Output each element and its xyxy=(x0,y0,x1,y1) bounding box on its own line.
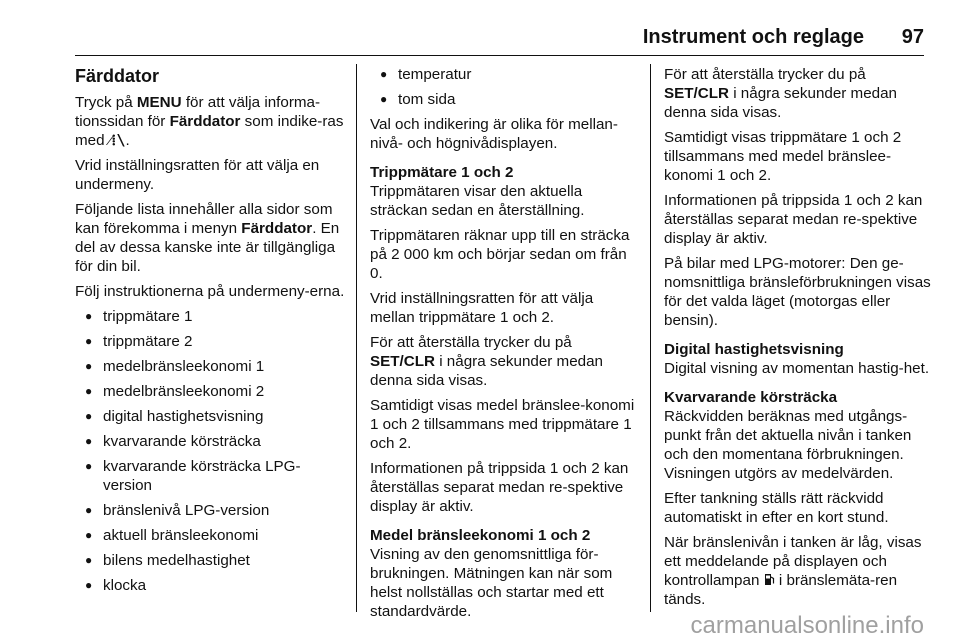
fuel-pump-icon xyxy=(764,572,775,589)
text: i några sekunder medan denna sida visas. xyxy=(370,353,603,389)
text: . En del av dessa kanske inte är tillgängliga för din bil. xyxy=(75,220,340,275)
trip-computer-icon: ⁄⁞\ xyxy=(108,131,126,149)
trip-computer-label: Färddator xyxy=(241,220,313,237)
paragraph: Val och indikering är olika för mellan-nivå- och högnivådisplayen. xyxy=(370,116,618,152)
page-title: Instrument och reglage xyxy=(642,26,864,48)
paragraph: Visning av den genomsnittliga för-brukningen. Mätningen kan när som helst nollställas och startar med ett standardvärde. xyxy=(370,546,613,620)
column-2 xyxy=(370,65,638,627)
paragraph: Vrid inställningsratten för att välja mellan trippmätare 1 och 2. xyxy=(370,290,594,326)
header-rule xyxy=(75,55,924,56)
paragraph xyxy=(75,93,345,150)
subheading: Medel bränsleekonomi 1 och 2 xyxy=(370,527,591,544)
text: som indike-ras med xyxy=(75,113,344,149)
paragraph xyxy=(370,333,638,390)
paragraph: Efter tankning ställs rätt räckvidd automatiskt in efter en kort stund. xyxy=(664,490,889,526)
paragraph: Räckvidden beräknas med utgångs-punkt från det aktuella nivån i tanken och den momentana förbrukningen. Visningen utgörs av medelvärden. xyxy=(664,408,912,482)
list-item: ● bränslenivå LPG-version xyxy=(75,501,345,520)
menu-button-label: MENU xyxy=(136,94,182,111)
paragraph: Trippmätaren räknar upp till en sträcka på 2 000 km och börjar sedan om från 0. xyxy=(370,227,630,282)
paragraph: Följ instruktionerna på undermeny-erna. xyxy=(75,283,345,300)
page-header xyxy=(0,0,960,60)
page-number: 97 xyxy=(901,26,924,48)
paragraph: Trippmätaren visar den aktuella sträckan sedan en återställning. xyxy=(370,183,585,219)
text: Tryck på xyxy=(75,94,137,111)
list-item: ● medelbränsleekonomi 1 xyxy=(75,357,345,376)
paragraph xyxy=(75,200,345,276)
list-item: ● aktuell bränsleekonomi xyxy=(75,526,345,545)
text: i några sekunder medan denna sida visas. xyxy=(664,85,897,121)
list-item: ● bilens medelhastighet xyxy=(75,551,345,570)
column-divider-1 xyxy=(356,64,357,612)
text: . xyxy=(125,132,130,149)
list-item: ● digital hastighetsvisning xyxy=(75,407,345,426)
list-item: ● tom sida xyxy=(370,90,638,109)
subheading: Kvarvarande körsträcka xyxy=(664,389,838,406)
list-item: ● temperatur xyxy=(370,65,638,84)
list-item: ● kvarvarande körsträcka xyxy=(75,432,345,451)
column-divider-2 xyxy=(650,64,651,612)
paragraph xyxy=(664,533,932,609)
paragraph: På bilar med LPG-motorer: Den ge-nomsnittliga bränsleförbrukningen visas för det valda läget (motorgas eller bensin). xyxy=(664,255,931,329)
paragraph: Informationen på trippsida 1 och 2 kan återställas separat medan re-spektive display är aktiv. xyxy=(370,460,629,515)
submenu-list xyxy=(75,307,345,595)
list-item: ● trippmätare 1 xyxy=(75,307,345,326)
watermark: carmanualsonline.info xyxy=(690,612,924,639)
submenu-list-continued xyxy=(370,65,638,109)
paragraph: Samtidigt visas medel bränslee-konomi 1 och 2 tillsammans med trippmätare 1 och 2. xyxy=(370,397,635,452)
trip-computer-label: Färddator xyxy=(169,113,241,130)
paragraph: Vrid inställningsratten för att välja en undermeny. xyxy=(75,157,320,193)
set-clr-label: SET/CLR xyxy=(664,85,729,102)
text: Följande lista innehåller alla sidor som kan förekomma i menyn xyxy=(75,201,333,237)
list-item: ● kvarvarande körsträcka LPG-version xyxy=(75,457,345,495)
section-title: Färddator xyxy=(75,66,160,86)
column-3 xyxy=(664,65,932,615)
list-item: ● medelbränsleekonomi 2 xyxy=(75,382,345,401)
list-item: ● trippmätare 2 xyxy=(75,332,345,351)
list-item: ● klocka xyxy=(75,576,345,595)
subheading: Trippmätare 1 och 2 xyxy=(370,164,514,181)
paragraph: Samtidigt visas trippmätare 1 och 2 tillsammans med medel bränslee-konomi 1 och 2. xyxy=(664,129,902,184)
set-clr-label: SET/CLR xyxy=(370,353,435,370)
column-1 xyxy=(75,65,345,601)
paragraph: Digital visning av momentan hastig-het. xyxy=(664,360,930,377)
paragraph xyxy=(664,65,932,122)
text: För att återställa trycker du på xyxy=(664,66,866,83)
text: för att välja informa-tionssidan för xyxy=(75,94,321,130)
subheading: Digital hastighetsvisning xyxy=(664,341,844,358)
text: När bränslenivån i tanken är låg, visas ett meddelande på displayen och kontrollampan xyxy=(664,534,922,589)
paragraph: Informationen på trippsida 1 och 2 kan återställas separat medan re-spektive display är aktiv. xyxy=(664,192,923,247)
text: i bränslemäta-ren tänds. xyxy=(664,572,898,608)
text: För att återställa trycker du på xyxy=(370,334,572,351)
